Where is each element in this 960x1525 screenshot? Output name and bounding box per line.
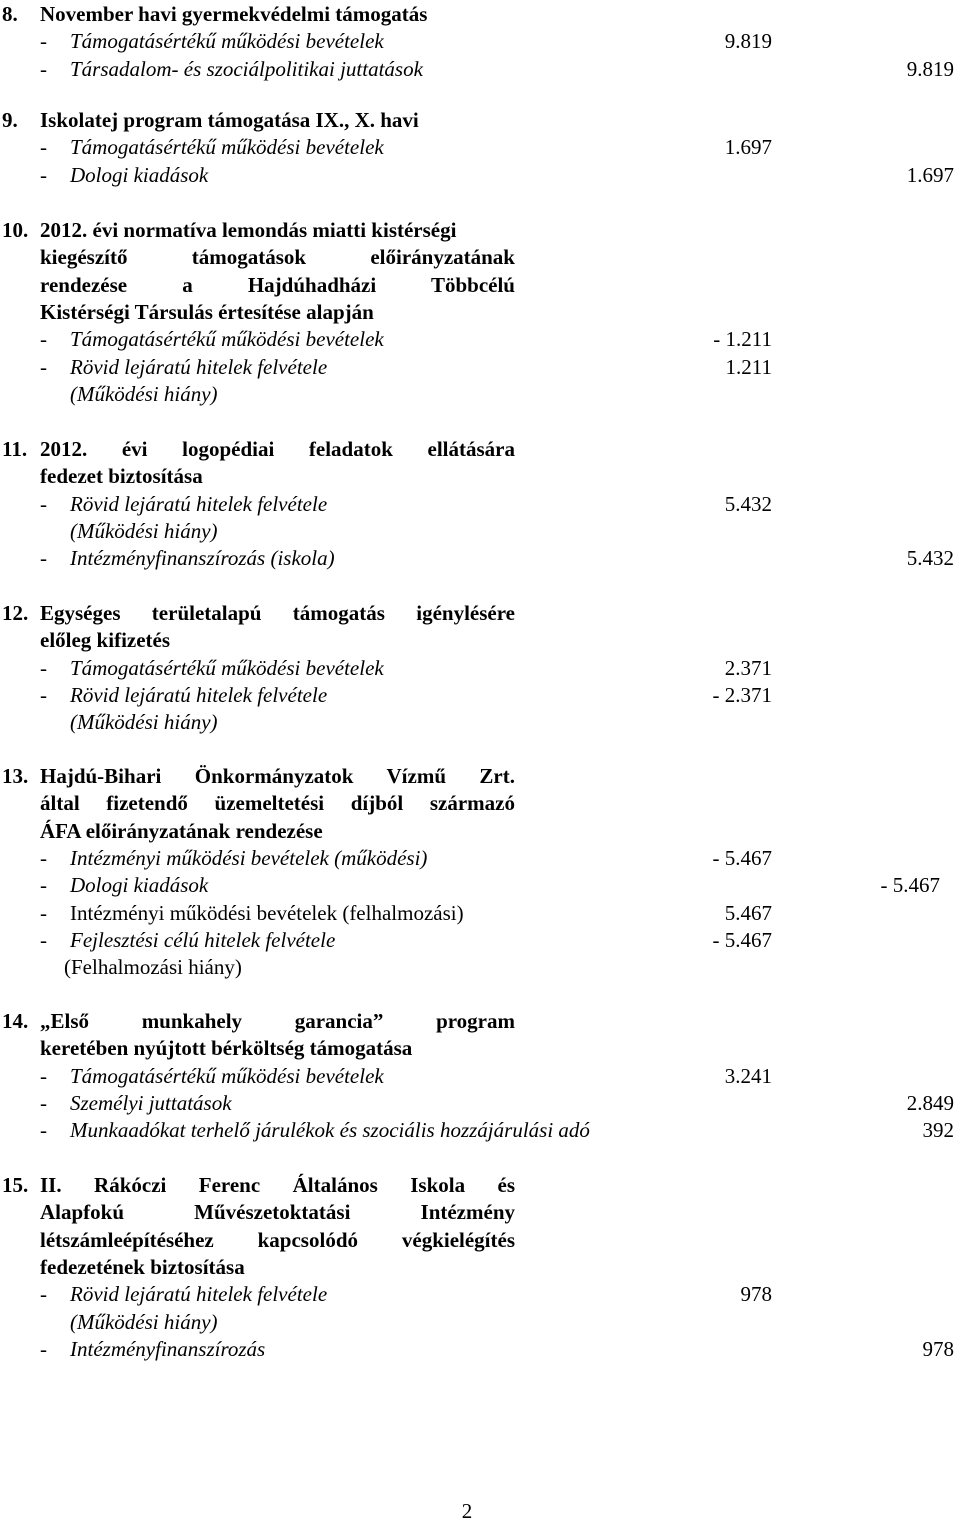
- section-number: 11.: [2, 437, 28, 461]
- section-title: fedezetének biztosítása: [40, 1254, 245, 1279]
- section-title: 2012. évi normatíva lemondás miatti kistérségi: [40, 218, 457, 242]
- item-dash: -: [40, 1063, 47, 1088]
- budget-line-item: [0, 161, 960, 189]
- section-title: 2012. évi logopédiai feladatok ellátására: [40, 437, 515, 461]
- budget-line-item: [0, 926, 960, 954]
- item-label: Munkaadókat terhelő járulékok és szociális hozzájárulási adó: [70, 1118, 590, 1143]
- section-number: 13.: [2, 764, 29, 788]
- page-number: 2: [461, 1499, 473, 1523]
- item-amount: 1.211: [725, 354, 772, 379]
- section-title-line: [0, 817, 960, 845]
- item-note: (Működési hiány): [70, 381, 218, 406]
- item-amount: - 5.467: [712, 845, 772, 870]
- budget-line-item: [0, 871, 960, 899]
- item-dash: -: [40, 927, 47, 952]
- item-note: (Működési hiány): [70, 710, 218, 735]
- item-dash: -: [40, 1336, 47, 1361]
- item-amount: 392: [922, 1118, 954, 1143]
- item-label: Társadalom- és szociálpolitikai juttatások: [70, 56, 423, 81]
- section-number: 8.: [2, 2, 18, 26]
- budget-line-item: [0, 1116, 960, 1144]
- item-label: Intézményi működési bevételek (felhalmozási): [70, 900, 464, 925]
- section-number: 14.: [2, 1009, 29, 1033]
- item-label: Dologi kiadások: [70, 162, 209, 187]
- item-amount: 5.432: [906, 546, 954, 571]
- item-dash: -: [40, 354, 47, 379]
- item-dash: -: [40, 1282, 47, 1307]
- section-title: keretében nyújtott bérköltség támogatása: [40, 1036, 413, 1061]
- section-title: Iskolatej program támogatása IX., X. havi: [40, 108, 419, 132]
- item-label: Rövid lejáratú hitelek felvétele: [70, 682, 328, 707]
- item-amount: - 5.467: [880, 873, 940, 898]
- section-title: November havi gyermekvédelmi támogatás: [40, 2, 428, 26]
- budget-line-item: [0, 1062, 960, 1090]
- section-title-line: [0, 216, 960, 244]
- item-dash: -: [40, 1090, 47, 1115]
- section-title-line: [0, 243, 960, 271]
- item-note: (Felhalmozási hiány): [64, 955, 242, 980]
- item-amount: 5.432: [724, 491, 772, 516]
- section-title: II. Rákóczi Ferenc Általános Iskola és: [40, 1173, 515, 1197]
- section-title: fedezet biztosítása: [40, 464, 203, 489]
- section-title: kiegészítő támogatások előirányzatának: [40, 245, 515, 270]
- budget-line-item: [0, 899, 960, 927]
- section-title: Alapfokú Művészetoktatási Intézmény: [40, 1200, 515, 1225]
- item-note: (Működési hiány): [70, 518, 218, 543]
- section-title: ÁFA előirányzatának rendezése: [40, 818, 323, 843]
- section-title: előleg kifizetés: [40, 628, 171, 653]
- section-number: 9.: [2, 108, 18, 132]
- item-amount: 2.371: [724, 655, 772, 680]
- item-note-line: [0, 708, 960, 736]
- budget-line-item: [0, 654, 960, 682]
- item-dash: -: [40, 162, 47, 187]
- budget-line-item: [0, 1335, 960, 1363]
- budget-line-item: [0, 844, 960, 872]
- section-title-line: [0, 462, 960, 490]
- item-amount: - 5.467: [712, 927, 772, 952]
- item-dash: -: [40, 327, 47, 352]
- item-note-line: [0, 1308, 960, 1336]
- section-title-line: [0, 1034, 960, 1062]
- section-title: létszámleépítéséhez kapcsolódó végkielégítés: [40, 1227, 515, 1252]
- section-title-line: [0, 789, 960, 817]
- section-title: „Első munkahely garancia” program: [40, 1009, 515, 1033]
- budget-line-item: [0, 1089, 960, 1117]
- item-label: Támogatásértékű működési bevételek: [70, 135, 384, 160]
- item-amount: 2.849: [906, 1090, 954, 1115]
- item-label: Személyi juttatások: [70, 1090, 232, 1115]
- item-dash: -: [40, 1118, 47, 1143]
- section-title-line: [0, 106, 960, 134]
- budget-line-item: [0, 133, 960, 161]
- item-note-line: [0, 953, 960, 981]
- item-amount: 1.697: [724, 135, 772, 160]
- item-dash: -: [40, 491, 47, 516]
- section-title-line: [0, 1007, 960, 1035]
- item-label: Rövid lejáratú hitelek felvétele: [70, 491, 328, 516]
- item-dash: -: [40, 845, 47, 870]
- section-title: Hajdú-Bihari Önkormányzatok Vízmű Zrt.: [40, 764, 515, 788]
- item-amount: 9.819: [906, 56, 954, 81]
- section-title-line: [0, 1171, 960, 1199]
- section-title-line: [0, 762, 960, 790]
- item-label: Támogatásértékű működési bevételek: [70, 29, 384, 54]
- item-amount: 978: [922, 1336, 954, 1361]
- section-title-line: [0, 1253, 960, 1281]
- section-title-line: [0, 435, 960, 463]
- budget-line-item: [0, 27, 960, 55]
- item-dash: -: [40, 56, 47, 81]
- section-title-line: [0, 298, 960, 326]
- item-note-line: [0, 517, 960, 545]
- section-title-line: [0, 1198, 960, 1226]
- section-number: 12.: [2, 601, 29, 625]
- budget-line-item: [0, 353, 960, 381]
- section-number: 10.: [2, 218, 29, 242]
- item-label: Támogatásértékű működési bevételek: [70, 655, 384, 680]
- item-dash: -: [40, 29, 47, 54]
- section-title-line: [0, 599, 960, 627]
- item-dash: -: [40, 135, 47, 160]
- item-note: (Működési hiány): [70, 1309, 218, 1334]
- item-label: Dologi kiadások: [70, 873, 209, 898]
- section-number: 15.: [2, 1173, 29, 1197]
- item-amount: - 2.371: [712, 682, 772, 707]
- item-label: Rövid lejáratú hitelek felvétele: [70, 1282, 328, 1307]
- item-dash: -: [40, 873, 47, 898]
- section-title: Egységes területalapú támogatás igénylésére: [40, 601, 515, 625]
- section-title: rendezése a Hajdúhadházi Többcélú: [40, 272, 515, 297]
- budget-line-item: [0, 490, 960, 518]
- item-label: Intézményi működési bevételek (működési): [70, 845, 428, 870]
- item-note-line: [0, 380, 960, 408]
- item-dash: -: [40, 682, 47, 707]
- item-label: Intézményfinanszírozás (iskola): [70, 546, 335, 571]
- item-amount: 1.697: [906, 162, 954, 187]
- section-title-line: [0, 271, 960, 299]
- item-label: Intézményfinanszírozás: [70, 1336, 266, 1361]
- item-dash: -: [40, 546, 47, 571]
- item-dash: -: [40, 655, 47, 680]
- budget-line-item: [0, 1280, 960, 1308]
- item-amount: 978: [740, 1282, 772, 1307]
- section-title-line: [0, 0, 960, 28]
- section-title: Kistérségi Társulás értesítése alapján: [40, 299, 374, 324]
- budget-line-item: [0, 325, 960, 353]
- item-label: Rövid lejáratú hitelek felvétele: [70, 354, 328, 379]
- item-label: Fejlesztési célú hitelek felvétele: [70, 927, 336, 952]
- item-amount: - 1.211: [713, 327, 772, 352]
- budget-line-item: [0, 55, 960, 83]
- item-label: Támogatásértékű működési bevételek: [70, 327, 384, 352]
- section-title-line: [0, 626, 960, 654]
- budget-line-item: [0, 681, 960, 709]
- budget-line-item: [0, 544, 960, 572]
- item-dash: -: [40, 900, 47, 925]
- item-amount: 3.241: [724, 1063, 772, 1088]
- section-title: által fizetendő üzemeltetési díjból származó: [40, 791, 515, 816]
- section-title-line: [0, 1226, 960, 1254]
- item-amount: 9.819: [724, 29, 772, 54]
- item-amount: 5.467: [724, 900, 772, 925]
- item-label: Támogatásértékű működési bevételek: [70, 1063, 384, 1088]
